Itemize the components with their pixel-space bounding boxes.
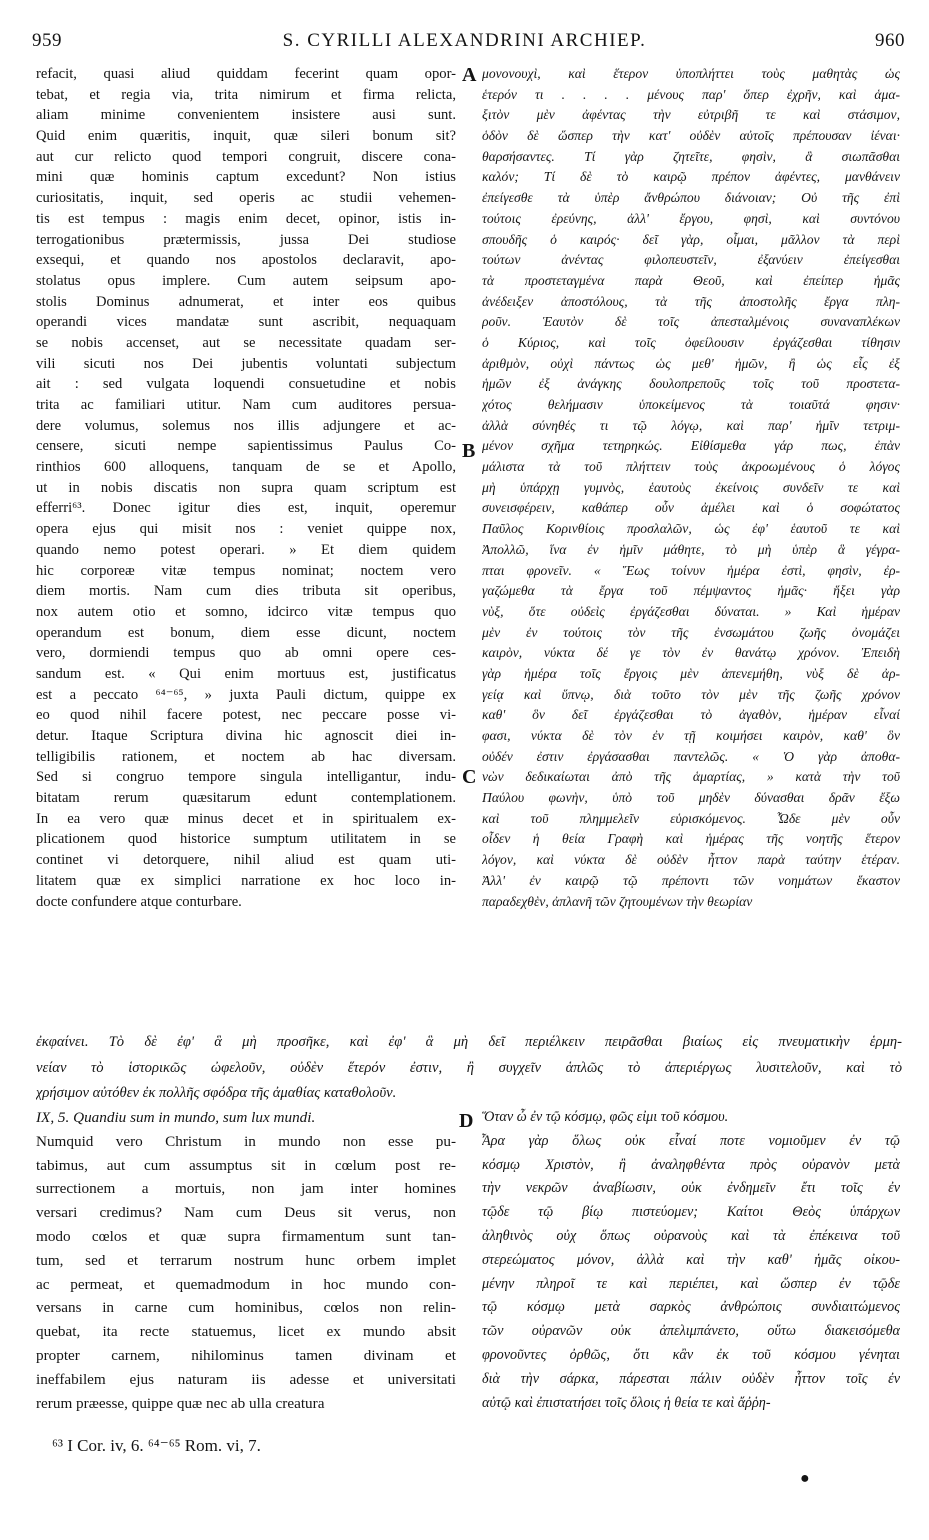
margin-letter-a: A: [462, 64, 477, 86]
text-line: Quid enim quæritis, inquit, quæ sileri bonum sit?: [36, 128, 456, 145]
text-line: μονονουχὶ, καὶ ἕτερον ὑποπλήττει τοὺς μαθητὰς ὡς: [482, 66, 900, 81]
running-header: [0, 30, 929, 56]
text-line: Sed si congruo tempore singula intelligantur, indu-: [36, 769, 456, 786]
text-line: efferri⁶³. Donec igitur dies est, inquit, operemur: [36, 500, 456, 517]
text-line: θαρσήσαντες. Τί γὰρ ζητεῖτε, φησὶν, ἃ σιωπᾶσθαι: [482, 148, 900, 164]
text-line: bitatam rerum quæsitarum edunt contemplationem.: [36, 790, 456, 807]
text-line: μὲν ἐν τούτοις τὸν τῆς ἐνσωμάτου ζωῆς ὀνομάζει: [482, 624, 900, 640]
text-line: λόγον, καὶ νύκτα δὲ οὐδὲν ἧττον παρὰ ταύτην ἑτέραν.: [482, 852, 900, 868]
text-line: terrogationibus prætermissis, jussa Dei studiose: [36, 231, 456, 248]
text-line: exsequi, et quando nos apostolos declaravit, apo-: [36, 252, 456, 269]
text-line: detur. Itaque Scriptura divina hic agnoscit diei in-: [36, 728, 456, 744]
page-number-left: 959: [32, 30, 62, 51]
text-line: se nobis accenset, aut se necessitate quadam ser-: [36, 334, 456, 351]
text-line: ξιτὸν μὲν ἀφέντας τὴν εὐτριβῆ τε καὶ στάσιμον,: [482, 107, 900, 123]
text-line: γαζώμεθα τὰ ἔργα τοῦ πέμψαντος ἡμᾶς· ἥξει γὰρ: [482, 583, 900, 599]
text-line: διὰ τὴν σάρκα, πάρεσται πάλιν οὐδὲν ἧττον τοῖς ἐν: [482, 1370, 900, 1387]
text-line: refacit, quasi aliud quiddam fecerint quam opor-: [36, 66, 456, 82]
text-line: ἑτερόν τι . . . . μένους παρ' ὅπερ ἐχρῆν, καὶ ἁμα-: [482, 86, 900, 102]
text-line: κόσμῳ Χριστὸν, ἢ ἀναληφθέντα πρὸς οὐρανὸν μετὰ: [482, 1156, 900, 1173]
margin-letter-d: D: [459, 1110, 474, 1132]
text-line: operandi vices mandatæ sunt ascribit, nequaquam: [36, 314, 456, 331]
text-line: Numquid vero Christum in mundo non esse pu-: [36, 1132, 456, 1150]
text-line: ἀλλὰ σύνηθές τι τῷ λόγῳ, καὶ παρ' ἡμῖν τετριμ-: [482, 417, 900, 433]
text-line: χότος θελήμασιν ὑποκείμενος τὰ τοιαῦτά φησιν·: [482, 397, 900, 412]
text-line: ac permeat, et quemadmodum in hoc mundo con-: [36, 1275, 456, 1293]
text-line: οἶδεν ἡ θεία Γραφὴ καὶ ἡμέρας τῆς νοητῆς ἕτερον: [482, 831, 900, 847]
text-line: surrectionem a mortuis, non jam inter homines: [36, 1180, 456, 1198]
text-line: tabimus, aut cum assumptus sit in cœlum post re-: [36, 1156, 456, 1174]
text-line: Ἆρα γὰρ ὅλως οὐκ εἶναί ποτε νομιοῦμεν ἐν τῷ: [482, 1132, 900, 1149]
text-line: continet vi detorquere, nihil aliud est quam uti-: [36, 852, 456, 869]
text-line: καλόν; Τί δὲ τὸ καιρῷ πρέπον ἀφέντες, μανθάνειν: [482, 169, 900, 185]
text-line: censere, sicuti nempe sapientissimus Paulus Co-: [36, 438, 456, 455]
text-line: Παύλου φωνὴν, ὑπὸ τοῦ μηδὲν δύνασθαι δρᾶν ἔξω: [482, 790, 900, 806]
text-line: μάλιστα τὰ τοῦ πλήττειν τοὺς ἀκροωμένους ὁ λόγος: [482, 459, 900, 475]
text-line: τῷ κόσμῳ μετὰ σαρκὸς ἀνθρώποις συνδιαιτώμενος: [482, 1299, 900, 1316]
ornament-dot: ●: [800, 1470, 810, 1487]
text-line: telligibilis rationem, et noctem ab hac diversam.: [36, 748, 456, 765]
text-line: μένην πληροῖ τε καὶ περιέπει, καὶ ὥσπερ ἐν τῷδε: [482, 1275, 900, 1292]
text-line: ἀληθινὸς οὐχ ὅπως οὐρανοὺς καὶ τὰ ἐπέκεινα τοῦ: [482, 1227, 900, 1244]
text-line: φασι, νύκτα δὲ τὸν ἐν τῇ κοιμήσει καιρὸν, καθ' ὃν: [482, 728, 900, 743]
text-line: sandum est. « Qui enim mortuus est, justificatus: [36, 665, 456, 682]
margin-letter-b: B: [462, 440, 476, 462]
text-line: τούτοις ἐρεύνης, ἀλλ' ἔργου, φησὶ, καὶ συντόνου: [482, 210, 900, 226]
text-line: vili sicuti nos Dei jubentis voluntati subjectum: [36, 355, 456, 372]
text-line: πται φρονεῖν. « Ἕως τοίνυν ἡμέρα ἐστὶ, φησὶν, ἐρ-: [482, 562, 900, 578]
text-line: opera ejus qui misit nos : veniet quippe nox,: [36, 521, 456, 538]
text-line: ὁ Κύριος, καὶ τοῖς ὀφείλουσιν ἐργάζεσθαι τίθησιν: [482, 334, 900, 350]
text-line: versans in carne cum hominibus, cœlos non relin-: [36, 1299, 456, 1317]
text-line: IX, 5. Quandiu sum in mundo, sum lux mundi.: [36, 1109, 316, 1126]
text-line: est a peccato ⁶⁴⁻⁶⁵, » juxta Pauli dictum, quippe ex: [36, 686, 456, 703]
text-line: operandum est bonum, diem esse dicunt, noctem: [36, 624, 456, 641]
text-line: ait : sed vulgata loquendi consuetudine et nobis: [36, 376, 456, 393]
text-line: In ea vero quæ minus decet et in spiritualem ex-: [36, 810, 456, 827]
text-line: καιρὸν, νύκτα δέ γε τὸν ἐν θανάτῳ χρόνον. Ἐπειδὴ: [482, 645, 900, 661]
text-line: tis est tempus : magis enim decet, opinor, istis in-: [36, 210, 456, 227]
text-line: vero, dormiendi tempus quo ab omni opere ces-: [36, 645, 456, 662]
text-line: γείᾳ καὶ ὕπνῳ, διὰ τοῦτο τὸν μὲν τῆς ζωῆς χρόνον: [482, 686, 900, 702]
text-line: diem mortis. Nam cum dies tributa sit operibus,: [36, 583, 456, 600]
text-line: propter carnem, nihilominus tamen divinam et: [36, 1346, 456, 1364]
text-line: καθ' ὃν δεῖ ἐργάζεσθαι τὸ ἀγαθὸν, ἡμέραν εἶναί: [482, 707, 900, 723]
text-line: Ἀπολλῶ, ἵνα ἐν ἡμῖν μάθητε, τὸ μὴ ὑπὲρ ἃ γέγρα-: [482, 541, 900, 557]
text-line: aut cur relicto quod tempori congruit, discere cona-: [36, 148, 456, 165]
text-line: hic corporeæ vitæ tempus nominat; noctem vero: [36, 562, 456, 579]
text-line: plicationem quod historice sumptum utilitatem in se: [36, 831, 456, 848]
greek-column-top: [482, 64, 900, 1028]
text-line: ἀνέδειξεν ἀποστόλους, τὰ τῆς ἀποστολῆς ἔργα πλη-: [482, 293, 900, 309]
text-line: ὁδὸν δὲ ὥσπερ τὴν κατ' οὐδὲν αὐτοῖς πρέπουσαν ἰέναι·: [482, 128, 900, 144]
text-line: Παῦλος Κορινθίοις προσλαλῶν, ὡς ἐφ' ἑαυτοῦ τε καὶ: [482, 521, 900, 537]
text-line: modo cœlos et quæ supra firmamentum sunt tan-: [36, 1227, 456, 1245]
text-line: μὴ ὑπάρχῃ γυμνὸς, ἑαυτοὺς ἐκείνοις συνδεῖν τε καὶ: [482, 479, 900, 495]
text-line: ἡμῶν ἐξ ἀνάγκης δουλοπρεποῦς τοῖς τοῦ προστετα-: [482, 376, 900, 392]
text-line: ἐπείγεσθε τὰ ὑπὲρ ἄνθρώπου διάνοιαν; Οὐ τῆς ἐπὶ: [482, 190, 900, 206]
greek-column-bottom: [482, 1106, 900, 1430]
text-line: versari credimus? Nam cum Deus sit verus, non: [36, 1204, 456, 1222]
text-line: μένον σχῆμα τετηρηκώς. Εἰθίσμεθα γάρ πως, ἐπὰν: [482, 438, 900, 454]
running-title: S. CYRILLI ALEXANDRINI ARCHIEP.: [282, 30, 647, 51]
page-number-right: 960: [875, 30, 905, 51]
footnotes: ⁶³ I Cor. iv, 6. ⁶⁴⁻⁶⁵ Rom. vi, 7.: [52, 1436, 261, 1455]
text-line: Ἀλλ' ἐν καιρῷ τῷ πρέποντι τῶν νοημάτων ἕκαστον: [482, 872, 900, 888]
text-line: γὰρ ἡμέρα τοῖς ἔργοις μὲν ἀπενεμήθη, νὺξ δὲ ἀρ-: [482, 665, 900, 681]
text-line: eo quod nihil facere potest, nec peccare posse vi-: [36, 707, 456, 724]
text-line: tebat, et regia via, trita nimirum et firma relicta,: [36, 86, 456, 103]
text-line: dere volumus, solemus nos illis adjungere et ac-: [36, 417, 456, 434]
greek-fullwidth-paragraph: [36, 1030, 902, 1108]
text-line: ἀριθμὸν, οὐχὶ πάντως ὡς μεθ' ἡμῶν, ἢ ὡς εἷς ἐξ: [482, 355, 900, 371]
text-line: νὼν δεδικαίωται ἀπὸ τῆς ἁμαρτίας, » κατὰ τὴν τοῦ: [482, 769, 900, 785]
text-line: νὺξ, ὅτε οὐδεὶς ἐργάζεσθαι δύναται. » Καὶ ἡμέραν: [482, 603, 900, 619]
text-line: litatem quæ ex simplici narratione ex hoc loco in-: [36, 872, 456, 889]
text-line: σπουδῆς ὁ καιρός· δεῖ γὰρ, οἶμαι, μᾶλλον τὰ περὶ: [482, 231, 900, 247]
text-line: tum, sed et terrarum nostrum hunc orbem implet: [36, 1251, 456, 1269]
text-line: rerum præesse, quippe quæ nec ab ulla creatura: [36, 1394, 325, 1412]
text-line: trita ac familiari utitur. Nam cum auditores persua-: [36, 397, 456, 413]
text-line: τὰ προστεταγμένα παρὰ Θεοῦ, καὶ ἐπείπερ ἡμᾶς: [482, 272, 900, 288]
text-line: συνεισφέρειν, καθάπερ οὖν ἀμέλει καὶ ὁ σοφώτατος: [482, 500, 900, 516]
text-line: τῷδε τῷ βίῳ πιστεύομεν; Καίτοι Θεὸς ὑπάρχων: [482, 1204, 900, 1221]
text-line: rinthios 600 alloquens, tanquam de se et Apollo,: [36, 459, 456, 476]
text-line: stolatus opus implere. Cum autem seipsum apo-: [36, 272, 456, 289]
text-line: φρονοῦντες ὀρθῶς, ὅτι κἂν ἐκ τοῦ κόσμου γένηται: [482, 1346, 900, 1363]
text-line: τούτων ἀνέντας φιλοπευστεῖν, ἐξανύειν ἐπείγεσθαι: [482, 252, 900, 268]
text-line: ineffabilem ejus naturam iis adesse et universitati: [36, 1370, 456, 1388]
text-line: Ὅταν ὦ ἐν τῷ κόσμῳ, φῶς εἰμι τοῦ κόσμου.: [482, 1109, 729, 1125]
text-line: aliam minime convenientem insistere ausi sunt.: [36, 107, 456, 124]
text-line: καὶ τοῦ πλημμελεῖν εὑρισκόμενος. Ὧδε μὲν οὖν: [482, 810, 900, 826]
text-line: mini quæ hominis captum excedunt? Non istius: [36, 169, 456, 186]
text-line: τῶν οὐρανῶν οὐκ ἀπελιμπάνετο, οὕτω διακεισόμεθα: [482, 1323, 900, 1340]
text-line: nox autem otio et somno, idcirco vitæ tempus quo: [36, 603, 456, 620]
text-line: curiositatis, inquit, sed operis ac studii vehemen-: [36, 190, 456, 207]
latin-column-top: [36, 64, 456, 1028]
margin-letter-c: C: [462, 766, 477, 788]
text-line: quebat, ita recte statuemus, licet ex mundo absit: [36, 1323, 456, 1341]
text-line: αὐτῷ καὶ ἐπιστατήσει τοῖς ὅλοις ἡ θεία τε καὶ ἄῤῥη-: [482, 1394, 771, 1411]
text-line: quando nemo potest operari. » Et diem quidem: [36, 541, 456, 558]
text-line: νείαν τὸ ἱστορικῶς ὠφελοῦν, οὐδὲν ἕτερόν ἐστιν, ἢ συγχεῖν ἁπλῶς τὸ ἀπεριέργως λυσιτελοῦν, καὶ τὸ: [36, 1059, 902, 1076]
text-line: χρήσιμον αὐτόθεν ἐκ πολλῆς σφόδρα τῆς ἀμαθίας καταθολοῦν.: [36, 1085, 397, 1101]
text-line: ut in nobis discatis non supra quam scriptum est: [36, 479, 456, 496]
text-line: παραδεχθὲν, ἀπλανῆ τῶν ζητουμένων τὴν θεωρίαν: [482, 893, 753, 909]
text-line: τὴν νεκρῶν ἀναβίωσιν, οὐκ ἐνδημεῖν ἔτι τοῖς ἐν: [482, 1180, 900, 1197]
text-line: stolis Dominus adnumerat, et inter eos quibus: [36, 293, 456, 310]
text-line: στερεώματος μόνον, ἀλλὰ καὶ τὴν καθ' ἡμᾶς οἰκου-: [482, 1251, 900, 1268]
text-line: ροῦν. Ἑαυτὸν δὲ τοῖς ἀπεσταλμένοις συναναπλέκων: [482, 314, 900, 330]
latin-column-bottom: [36, 1106, 456, 1430]
text-line: οὐδέν ἐστιν ἐργάσασθαι παντελῶς. « Ὁ γὰρ ἀποθα-: [482, 748, 900, 764]
text-line: docte confundere atque conturbare.: [36, 893, 242, 910]
text-line: ἐκφαίνει. Τὸ δὲ ἐφ' ἃ μὴ προσῆκε, καὶ ἐφ' ἃ μὴ δεῖ περιέλκειν πειρᾶσθαι βιαίως εἰς πνευματικὴν ἑρμη-: [36, 1034, 902, 1050]
